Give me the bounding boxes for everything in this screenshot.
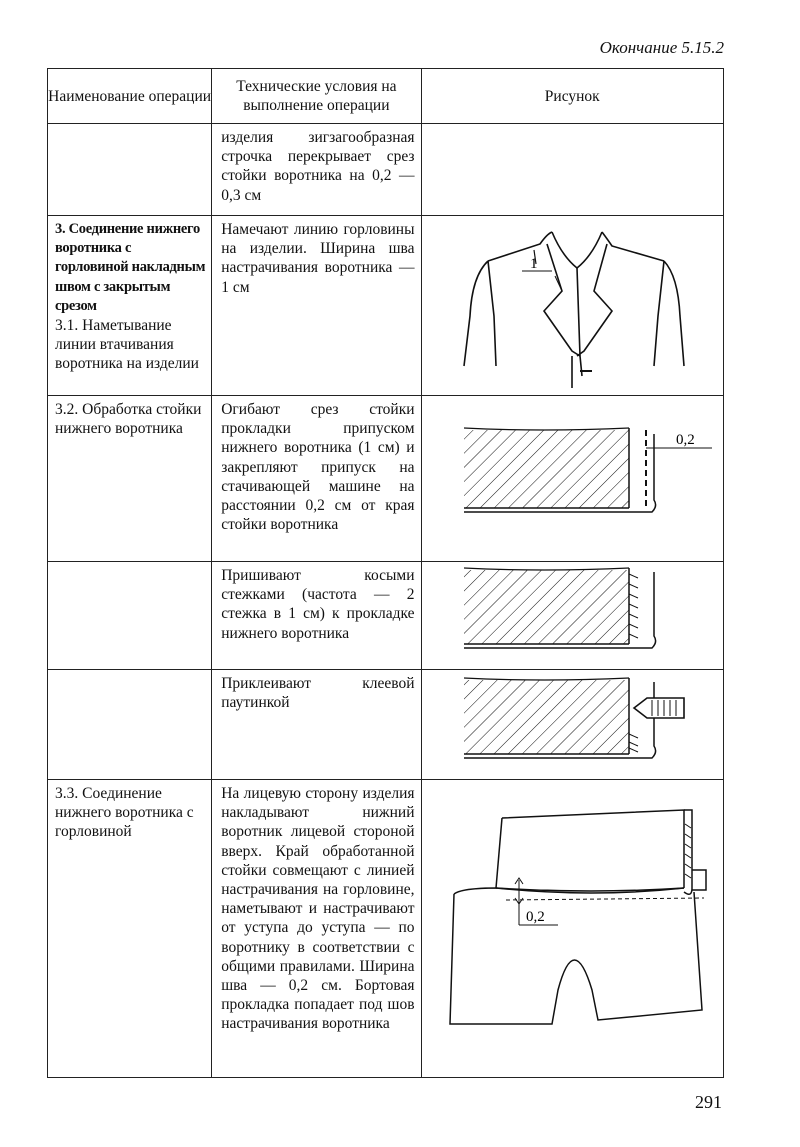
header-figure: Рисунок bbox=[421, 69, 723, 124]
operation-cell bbox=[48, 216, 212, 396]
operation-subtitle: 3.1. Наметывание линии втачивания воротника на изделии bbox=[55, 317, 199, 373]
conditions-text: Пришивают косыми стежками (частота — 2 стежка в 1 см) к прокладке нижнего воротника bbox=[221, 567, 415, 642]
figure-dimension-label: 0,2 bbox=[675, 432, 695, 448]
operation-cell bbox=[48, 562, 212, 670]
operations-table bbox=[47, 68, 724, 1078]
collar-neckline-joining-figure bbox=[422, 780, 722, 1076]
operation-cell bbox=[48, 670, 212, 780]
figure-cell bbox=[421, 562, 723, 670]
page-number: 291 bbox=[695, 1092, 722, 1112]
continuation-label: Окончание 5.15.2 bbox=[599, 38, 724, 57]
header-operation-name: Наименование операции bbox=[48, 69, 212, 124]
figure-dimension-label: 1 bbox=[529, 256, 538, 272]
table-row bbox=[48, 216, 724, 396]
conditions-cell: изделия зигзагообразная строчка перекрывает срез стойки воротника на 0,2 — 0,3 см bbox=[212, 124, 421, 216]
operation-title: 3. Соединение нижнего воротника с горловиной накладным швом с закрытым срезом bbox=[55, 221, 206, 314]
figure-cell bbox=[421, 216, 723, 396]
operation-cell bbox=[48, 124, 212, 216]
header-technical-conditions: Технические условия на выполнение операции bbox=[212, 69, 421, 124]
operation-cell: 3.3. Соединение нижнего воротника с горловиной bbox=[48, 780, 212, 1078]
figure-cell bbox=[421, 124, 723, 216]
collar-glue-web-figure bbox=[422, 670, 722, 778]
figure-dimension-label: 0,2 bbox=[525, 909, 545, 925]
conditions-cell: Огибают срез стойки прокладки припуском нижнего воротника (1 см) и закрепляют припуск на стачивающей машине на расстоянии 0,2 см от края стойки воротника bbox=[212, 396, 421, 562]
table-row bbox=[48, 124, 724, 216]
conditions-cell bbox=[212, 562, 421, 670]
collar-cross-stitch-figure bbox=[422, 562, 722, 668]
conditions-cell: Намечают линию горловины на изделии. Ширина шва настрачивания воротника — 1 см bbox=[212, 216, 421, 396]
table-row bbox=[48, 562, 724, 670]
table-row bbox=[48, 396, 724, 562]
conditions-cell: Приклеивают клеевой паутинкой bbox=[212, 670, 421, 780]
jacket-neckline-figure bbox=[422, 216, 722, 394]
conditions-cell: На лицевую сторону изделия накладывают нижний воротник лицевой стороной вверх. Край обработанной стойки совмещают с линией настрачивания на горловине, наметывают и настрачивают от уступа до уступа — по воротнику в соответствии с общими правилами. Ширина шва — 0,2 см. Бортовая прокладка попадает под шов настрачивания воротника bbox=[212, 780, 421, 1078]
table-header-row bbox=[48, 69, 724, 124]
table-row bbox=[48, 780, 724, 1078]
table-row bbox=[48, 670, 724, 780]
figure-cell bbox=[421, 780, 723, 1078]
figure-cell bbox=[421, 396, 723, 562]
collar-stand-folding-figure bbox=[422, 396, 722, 560]
figure-cell bbox=[421, 670, 723, 780]
operation-cell: 3.2. Обработка стойки нижнего воротника bbox=[48, 396, 212, 562]
